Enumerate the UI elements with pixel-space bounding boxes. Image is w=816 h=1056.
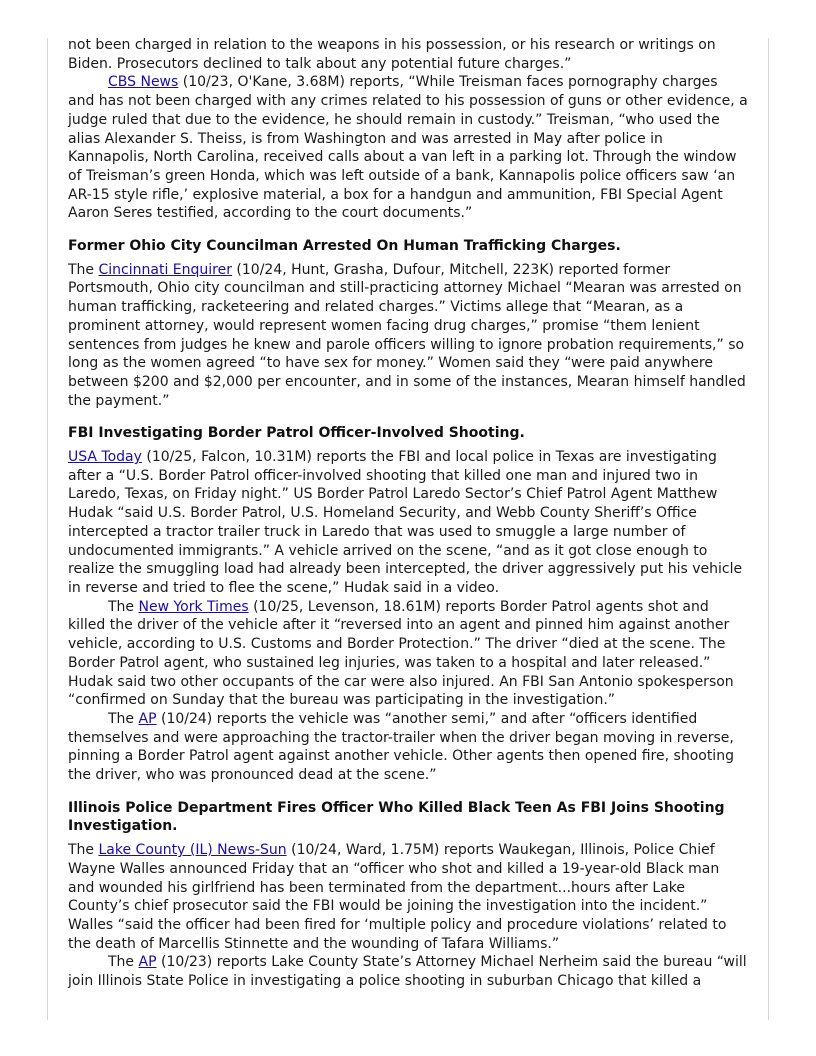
paragraph-nyt — [68, 598, 748, 710]
nyt-text: (10/25, Levenson, 18.61M) reports Border Patrol agents shot and killed the driver of the vehicle after it “reversed into an agent and pinned him against another vehicle, according to U.S. Customs and Border Protection.” The driver “died at the scene. The Border Patrol agent, who sustained leg injuries, was taken to a hospital and later released.” Hudak said two other occupants of the car were also injured. An FBI San Antonio spokesperson “confirmed on Sunday that the bureau was participating in the investigation.” — [68, 598, 734, 709]
paragraph-news-sun — [68, 841, 748, 953]
ap-illinois-prefix: The — [108, 954, 139, 971]
news-sun-prefix: The — [68, 842, 99, 859]
usa-today-link[interactable]: USA Today — [68, 449, 142, 466]
paragraph-ap-illinois — [68, 953, 748, 990]
headline-ohio: Former Ohio City Councilman Arrested On Human Trafficking Charges. — [68, 238, 621, 255]
cbs-news-link[interactable]: CBS News — [108, 74, 179, 91]
paragraph-ohio — [68, 261, 748, 411]
headline-border: FBI Investigating Border Patrol Officer-Involved Shooting. — [68, 425, 525, 442]
ohio-text: (10/24, Hunt, Grasha, Dufour, Mitchell, 223K) reported former Portsmouth, Ohio city councilman and still-practicing attorney Michael “Mearan was arrested on human trafficking, racketeering and related charges.” Victims allege that “Mearan, as a prominent attorney, would represent women facing drug charges,” promise “them lenient sentences from judges he knew and parole officers willing to ignore probation requirements,” so long as the women agreed “to have sex for money.” Women said they “were paid anywhere between $200 and $2,000 per encounter, and in some of the instances, Mearan himself handled the payment.” — [68, 261, 746, 409]
paragraph-usa-today — [68, 448, 748, 598]
news-sun-text: (10/24, Ward, 1.75M) reports Waukegan, Illinois, Police Chief Wayne Walles announced Friday that an “officer who shot and killed a 19-year-old Black man and wounded his girlfriend has been terminated from the department...hours after Lake County’s chief prosecutor said the FBI would be joining the investigation into the incident.” Walles “said the officer had been fired for ‘multiple policy and procedure violations’ related to the death of Marcellis Stinnette and the wounding of Tafara Williams.” — [68, 842, 727, 952]
left-margin-rule — [47, 38, 48, 1020]
ap-border-text: (10/24) reports the vehicle was “another semi,” and after “officers identified themselves and were approaching the tractor-trailer when the driver began moving in reverse, pinning a Border Patrol agent against another vehicle. Other agents then opened fire, shooting the driver, who was pronounced dead at the scene.” — [68, 710, 734, 784]
cbs-text: (10/23, O'Kane, 3.68M) reports, “While Treisman faces pornography charges and has not been charged with any crimes related to his possession of guns or other evidence, a judge ruled that due to the evidence, he should remain in custody.” Treisman, “who used the alias Alexander S. Theiss, is from Washington and was arrested in May after police in Kannapolis, North Carolina, received calls about a van left in a parking lot. Through the window of Treisman’s green Honda, which was left outside of a bank, Kannapolis police officers saw ‘an AR-15 style rifle,’ explosive material, a box for a handgun and ammunition, FBI Special Agent Aaron Seres testified, according to the court documents.” — [68, 74, 748, 222]
paragraph-ap-border — [68, 710, 748, 785]
ohio-prefix: The — [68, 261, 99, 278]
usa-today-text: (10/25, Falcon, 10.31M) reports the FBI and local police in Texas are investigating after a “U.S. Border Patrol officer-involved shooting that killed one man and injured two in Laredo, Texas, on Friday night.” US Border Patrol Laredo Sector’s Chief Patrol Agent Matthew Hudak “said U.S. Border Patrol, U.S. Homeland Security, and Webb County Sheriff’s Office intercepted a tractor trailer truck in Laredo that was used to smuggle a large number of undocumented immigrants.” A vehicle arrived on the scene, “and as it got close enough to realize the smuggling load had already been intercepted, the driver aggressively put his vehicle in reverse and tried to flee the scene,” Hudak said in a video. — [68, 449, 743, 596]
new-york-times-link[interactable]: New York Times — [138, 598, 249, 615]
ap-link-border[interactable]: AP — [138, 710, 157, 727]
paragraph-continuation: not been charged in relation to the weapons in his possession, or his research or writings on Biden. Prosecutors declined to talk about any potential future charges.” — [68, 37, 716, 72]
lake-county-news-sun-link[interactable]: Lake County (IL) News-Sun — [98, 842, 287, 859]
paragraph-cbs — [68, 73, 748, 223]
headline-illinois: Illinois Police Department Fires Officer Who Killed Black Teen As FBI Joins Shooting Investigation. — [68, 799, 725, 835]
ap-illinois-text: (10/23) reports Lake County State’s Attorney Michael Nerheim said the bureau “will join Illinois State Police in investigating a police shooting in suburban Chicago that killed a — [68, 954, 747, 990]
nyt-prefix: The — [108, 598, 139, 615]
ap-link-illinois[interactable]: AP — [138, 954, 157, 971]
document-body — [68, 36, 748, 991]
cincinnati-enquirer-link[interactable]: Cincinnati Enquirer — [98, 261, 232, 278]
ap-border-prefix: The — [108, 710, 139, 727]
right-margin-rule — [768, 38, 769, 1020]
